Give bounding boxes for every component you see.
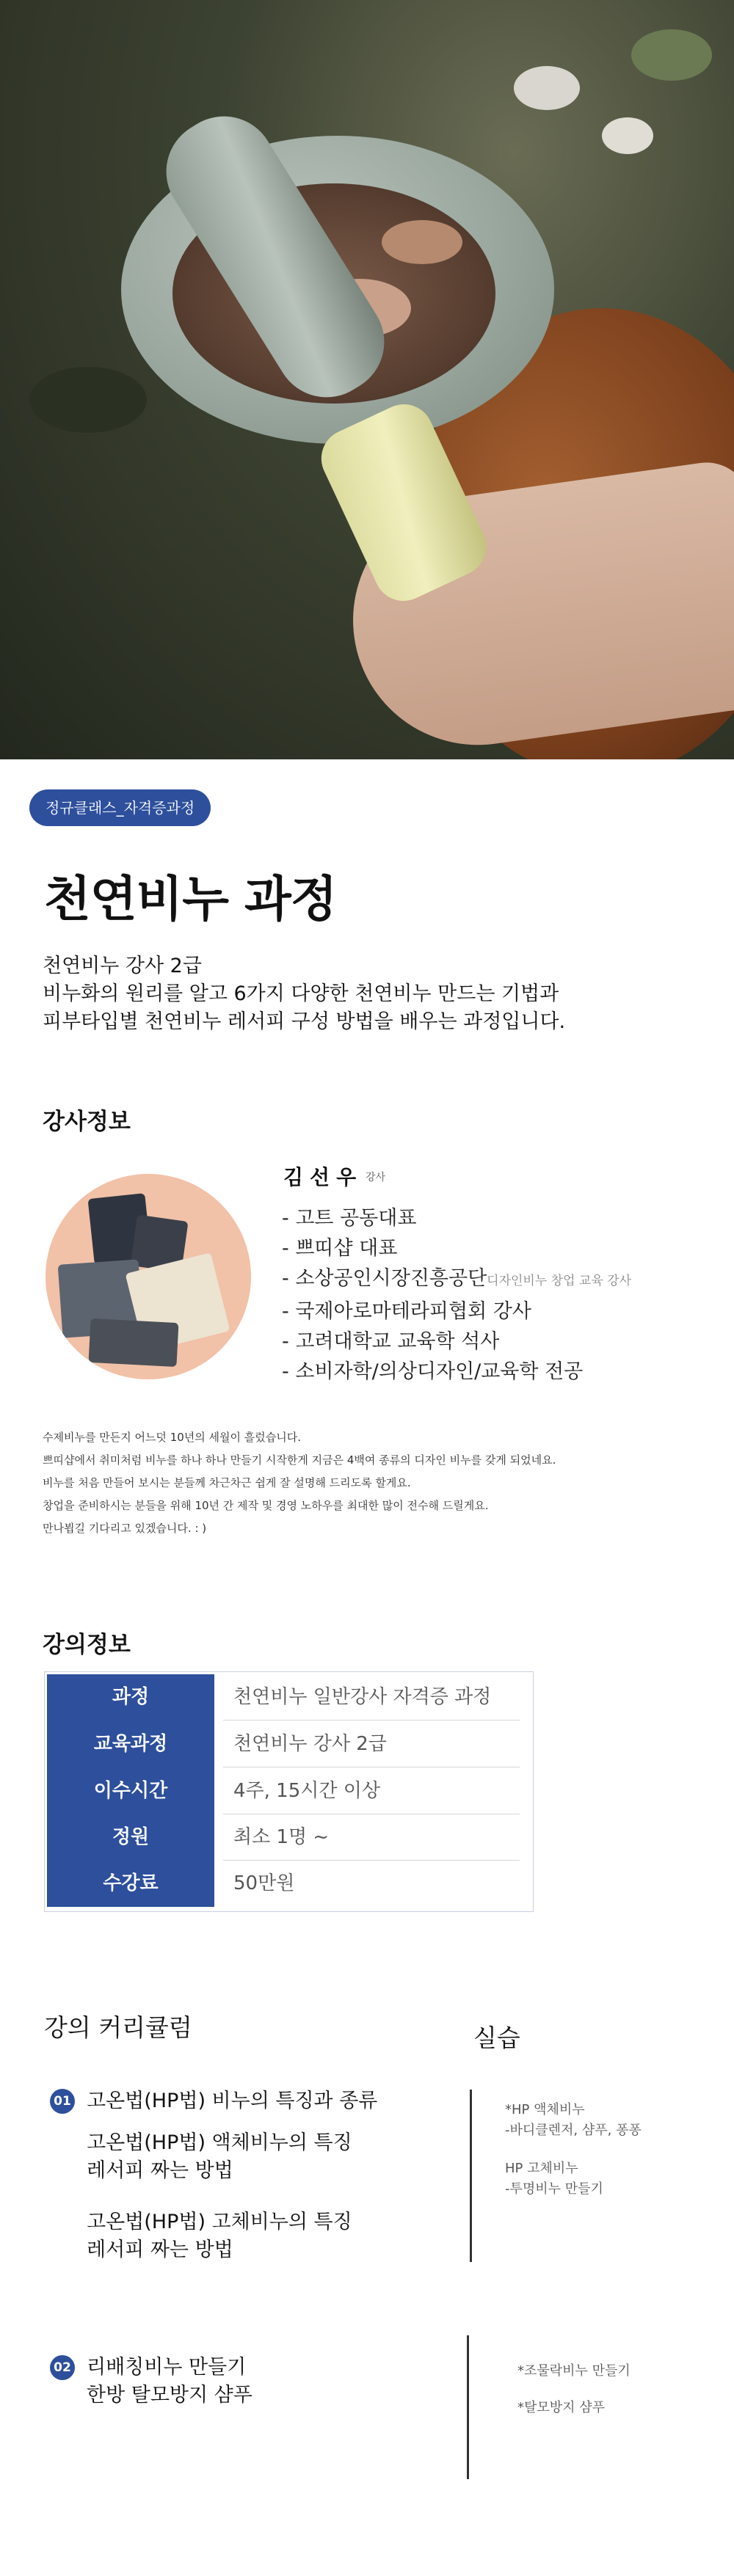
curriculum-line: 고온법(HP법) 비누의 특징과 종류: [87, 2090, 378, 2112]
curriculum-heading: 강의 커리큘럼: [44, 2013, 192, 2042]
description-line: 쁘띠샵에서 취미처럼 비누를 하나 하나 만들기 시작한게 지금은 4백여 종류의 디자인 비누를 갖게 되었네요.: [43, 1453, 556, 1467]
career-item: - 고려대학교 교육학 석사: [282, 1330, 500, 1353]
course-intro: [43, 952, 565, 1036]
soap-bar: [89, 1318, 179, 1367]
intro-line: 비누화의 원리를 알고 6가지 다양한 천연비누 만드는 기법과: [43, 982, 559, 1005]
description-line: 창업을 준비하시는 분들을 위해 10년 간 제작 및 경영 노하우를 최대한 많이 전수해 드릴게요.: [43, 1499, 489, 1512]
practice-line: *탈모방지 샴푸: [517, 2400, 606, 2415]
info-value: 4주, 15시간 이상: [223, 1767, 520, 1814]
info-label: 정원: [47, 1814, 214, 1861]
info-value: 최소 1명 ~: [223, 1814, 520, 1861]
info-label: 이수시간: [47, 1767, 214, 1814]
practice-line: -투명비누 만들기: [505, 2181, 603, 2197]
practice-line: HP 고체비누: [505, 2161, 578, 2176]
instructor-heading: 강사정보: [43, 1109, 131, 1135]
career-item: - 소상공인시장진흥공단디자인비누 창업 교육 강사: [282, 1267, 632, 1290]
green-leaf: [631, 29, 712, 81]
lecture-heading: 강의정보: [43, 1632, 131, 1658]
dried-flower: [382, 220, 462, 264]
curriculum-line: 한방 탈모방지 샴푸: [87, 2384, 252, 2407]
hero-image: [0, 0, 734, 759]
career-subnote: 디자인비누 창업 교육 강사: [487, 1274, 632, 1288]
curriculum-line: 고온법(HP법) 액체비누의 특징: [87, 2131, 352, 2154]
curriculum-line: 리배칭비누 만들기: [87, 2356, 247, 2379]
description-line: 만나뵙길 기다리고 있겠습니다. : ): [43, 1522, 207, 1535]
step-number: 01: [50, 2089, 75, 2114]
instructor-description: [43, 1426, 556, 1540]
instructor-name: 김선우: [283, 1165, 363, 1189]
info-label: 교육과정: [47, 1721, 214, 1767]
description-line: 비누를 처음 만들어 보시는 분들께 차근차근 쉽게 잘 설명해 드리도록 할게요.: [43, 1476, 411, 1489]
step-number: 02: [50, 2355, 75, 2380]
curriculum-line: 레서피 짜는 방법: [87, 2239, 233, 2261]
info-value: 천연비누 강사 2급: [223, 1721, 520, 1767]
career-item: - 고트 공동대표: [282, 1207, 417, 1230]
description-line: 수제비누를 만든지 어느덧 10년의 세월이 흘렀습니다.: [43, 1431, 301, 1444]
career-item: - 소비자학/의상디자인/교육학 전공: [282, 1360, 584, 1383]
career-item: - 쁘띠샵 대표: [282, 1237, 398, 1260]
practice-heading: 실습: [473, 2024, 520, 2052]
instructor-role: 강사: [366, 1172, 386, 1183]
practice-line: *HP 액체비누: [505, 2102, 585, 2117]
info-label: 과정: [47, 1674, 214, 1721]
career-item: - 국제아로마테라피협회 강사: [282, 1300, 531, 1323]
intro-line: 천연비누 강사 2급: [43, 955, 202, 977]
info-value: 50만원: [233, 1872, 295, 1894]
info-value: 천연비누 일반강사 자격증 과정: [223, 1674, 520, 1721]
page-title: 천연비누 과정: [44, 871, 337, 927]
category-badge: 정규클래스_자격증과정: [29, 789, 211, 826]
lecture-info-table: [44, 1671, 534, 1912]
intro-line: 피부타입별 천연비누 레서피 구성 방법을 배우는 과정입니다.: [43, 1010, 566, 1033]
curriculum-line: 레서피 짜는 방법: [87, 2159, 233, 2182]
practice-line: -바디클렌저, 샴푸, 퐁퐁: [505, 2123, 642, 2138]
divider-line: [467, 2335, 469, 2479]
shadow: [29, 367, 147, 433]
info-label: 수강료: [47, 1861, 214, 1907]
career-list: [282, 1203, 631, 1387]
white-flower: [514, 66, 580, 110]
divider-line: [470, 2090, 472, 2262]
white-flower: [602, 117, 653, 154]
curriculum-line: 고온법(HP법) 고체비누의 특징: [87, 2211, 352, 2233]
instructor-photo: [46, 1174, 251, 1379]
practice-line: *조물락비누 만들기: [517, 2363, 631, 2379]
